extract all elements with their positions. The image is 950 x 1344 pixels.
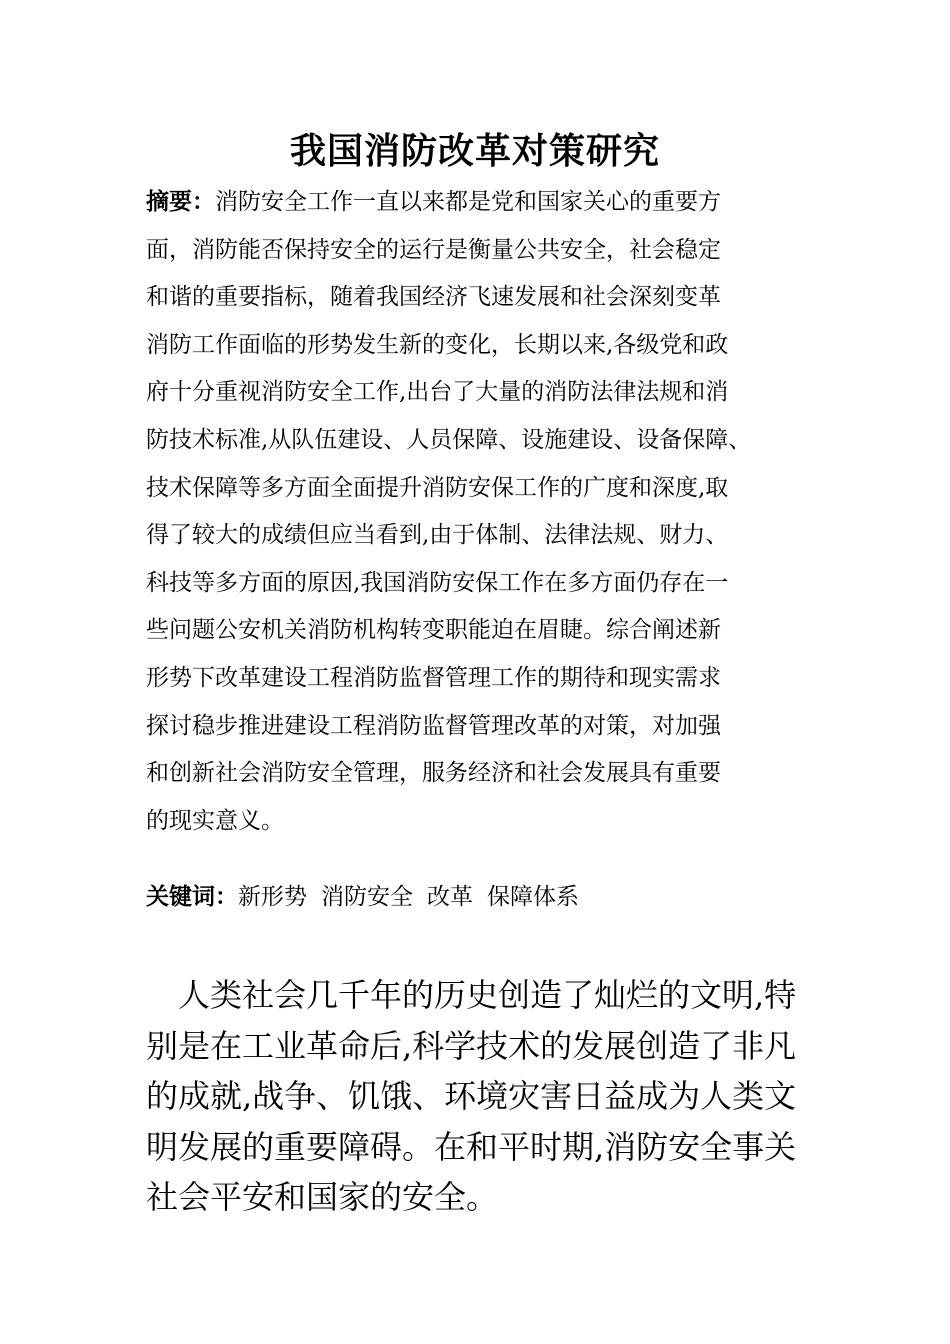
body-line: 的成就,战争、饥饿、环境灾害日益成为人类文 [146,1077,797,1115]
abstract-line: 面，消防能否保持安全的运行是衡量公共安全，社会稳定 [146,236,721,263]
abstract-text: 消防安全工作一直以来都是党和国家关心的重要方 [215,189,721,215]
keywords-section [146,876,818,918]
abstract-label: 摘要： [146,189,215,215]
keyword: 保障体系 [487,884,579,910]
keyword: 新形势 [238,884,307,910]
keyword: 消防安全 [321,884,413,910]
keyword: 改革 [427,884,473,910]
abstract-line: 些问题公安机关消防机构转变职能迫在眉睫。综合阐述新 [146,617,721,644]
abstract-line: 科技等多方面的原因,我国消防安保工作在多方面仍存在一 [146,569,729,596]
body-line: 明发展的重要障碍。在和平时期,消防安全事关 [146,1127,797,1166]
abstract-line: 得了较大的成绩但应当看到,由于体制、法律法规、财力、 [146,522,729,549]
abstract-line: 和创新社会消防安全管理，服务经济和社会发展具有重要 [146,760,721,787]
body-line: 人类社会几千年的历史创造了灿烂的文明,特 [178,976,797,1014]
abstract-line: 和谐的重要指标，随着我国经济飞速发展和社会深刻变革 [146,284,721,311]
body-line: 别是在工业革命后,科学技术的发展创造了非凡 [146,1026,797,1065]
abstract-line [146,179,818,227]
abstract-line: 形势下改革建设工程消防监督管理工作的期待和现实需求 [146,664,721,691]
keywords-label: 关键词： [146,884,238,910]
document-title: 我国消防改革对策研究 [289,131,660,172]
body-line: 社会平安和国家的安全。 [146,1178,499,1216]
body-paragraph [146,970,826,1223]
abstract-line: 探讨稳步推进建设工程消防监督管理改革的对策，对加强 [146,712,721,739]
abstract-line: 府十分重视消防安全工作,出台了大量的消防法律法规和消 [146,379,729,406]
abstract-line: 防技术标准,从队伍建设、人员保障、设施建设、设备保障、 [146,426,752,453]
abstract-line: 技术保障等多方面全面提升消防安保工作的广度和深度,取 [146,474,729,501]
abstract-section [146,179,818,845]
abstract-line: 消防工作面临的形势发生新的变化，长期以来,各级党和政 [146,331,729,358]
abstract-line: 的现实意义。 [146,807,284,834]
